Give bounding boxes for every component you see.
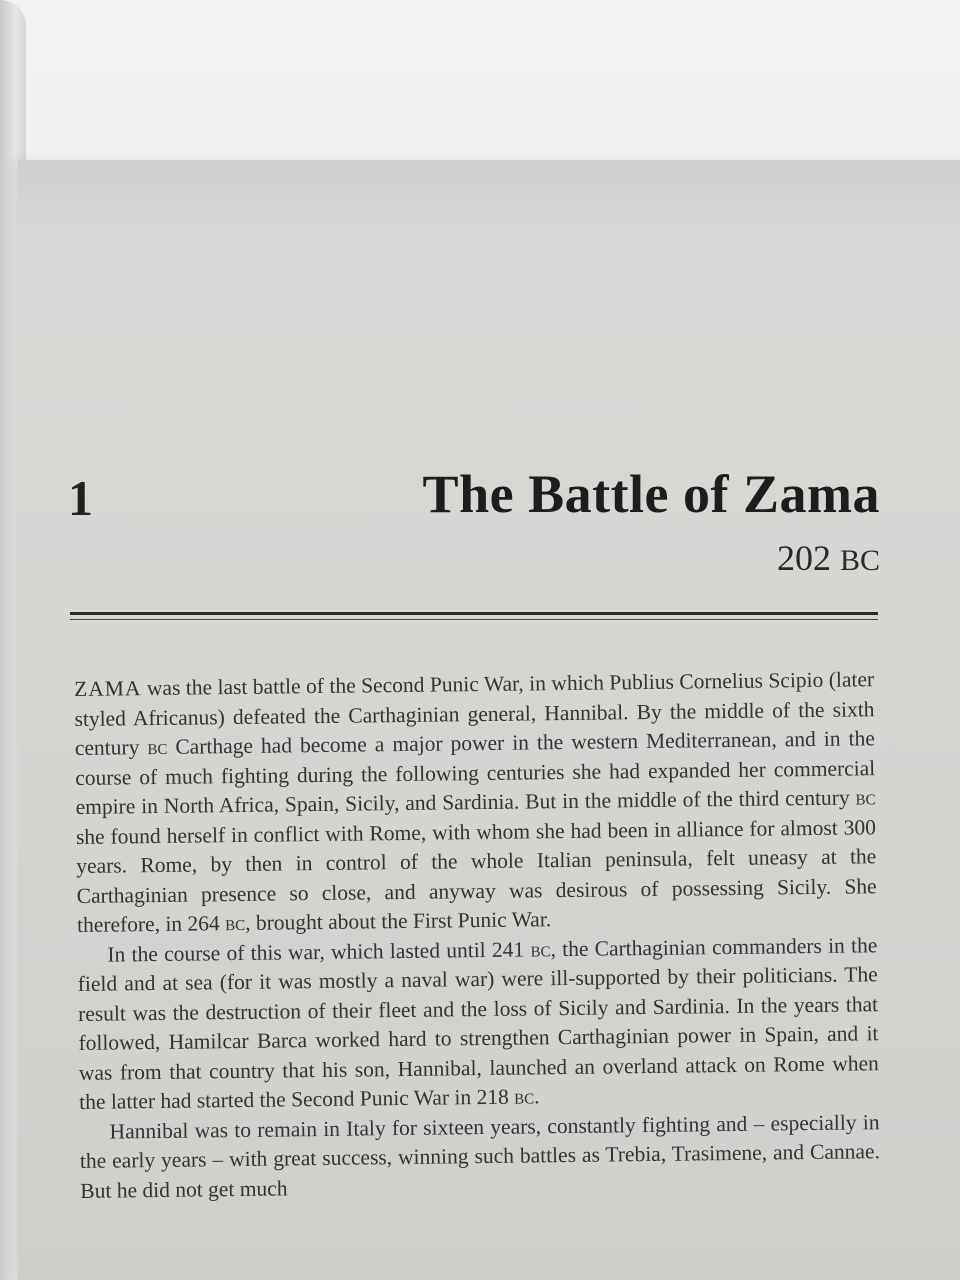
text-segment: , brought about the First Punic War. [244,907,552,935]
era-abbrev: bc [513,1084,535,1109]
text-segment: In the course of this war, which lasted until 241 [107,936,531,967]
text-segment: , the Carthaginian commanders in the field and at sea (for it was mostly a naval war) were ill-supported by their politicians. The result was the destruction of their fleet and the loss of Sicily and Sardinia. In the years that followed, Hamilcar Barca worked hard to strengthen Carthaginian power in Spain, and it was from that country that his son, Hannibal, launched an overland attack on Rome when the latter had started the Second Punic War in 218 [77,932,879,1114]
title-rule-thin [70,619,878,620]
chapter-number: 1 [68,470,93,526]
page-shadow [18,160,960,240]
paragraph-2 [77,931,879,1118]
era-abbrev: bc [855,785,876,810]
era-abbrev: bc [530,936,551,961]
text-segment: she found herself in conflict with Rome, with whom she had been in alliance for almost 300 years. Rome, by then in control of the whole Italian peninsula, felt uneasy at the Carthaginian presence so close, and anyway was desirous of possessing Sicily. She therefore, in 264 [75,814,877,937]
era-abbrev: bc [147,734,168,760]
paragraph-3 [79,1108,880,1206]
body-text [74,665,880,1206]
chapter-date [777,540,880,576]
text-segment: . [533,1084,540,1109]
chapter-date-number: 202 [776,538,831,578]
paragraph-1 [74,665,877,940]
paragraph-opener: ZAMA [74,676,142,701]
chapter-title: The Battle of Zama [422,464,880,524]
chapter-date-era: BC [839,544,880,577]
title-rule-thick [70,612,878,615]
text-segment: Carthage had become a major power in the western Mediterranean, and in the course of much fighting during the following centuries she had expanded her commercial empire in North Africa, Spain, Sicily, and Sardinia. But in the middle of the third century [75,726,876,819]
book-page [18,160,960,1280]
text-segment: was the last battle of the Second Punic War, in which Publius Cornelius Scipio (later styled Africanus) defeated the Carthaginian general, Hannibal. By the middle of the sixth century [74,667,875,760]
era-abbrev: bc [224,910,246,936]
text-segment: Hannibal was to remain in Italy for sixteen years, constantly fighting and – especially in the early years – with great success, winning such battles as Trebia, Trasimene, and Cannae. But he did not get much [79,1109,881,1203]
